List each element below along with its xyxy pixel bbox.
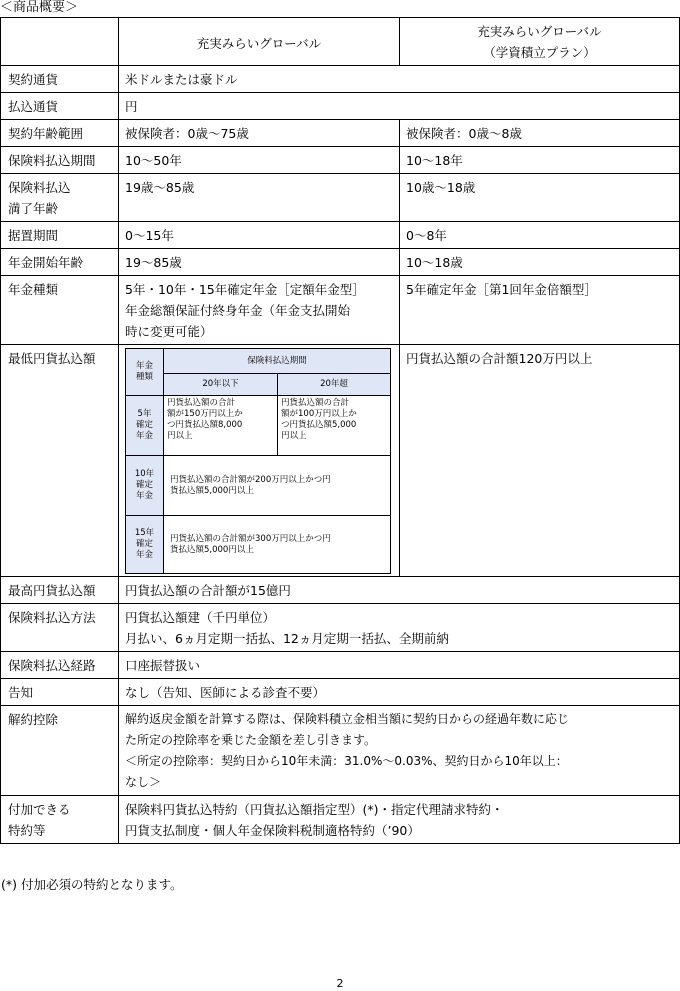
table-row xyxy=(1,577,680,604)
payment-end-age-label-1: 保険料払込 xyxy=(8,180,71,195)
row-label-max-payment: 最高円貨払込額 xyxy=(1,577,119,604)
r5-label-2: 確定 xyxy=(135,420,153,430)
riders-label-2: 特約等 xyxy=(8,823,46,838)
r10-text-2: 貨払込額5,000円以上 xyxy=(170,485,254,496)
payment-end-age-value-1: 19歳～85歳 xyxy=(119,174,400,222)
row-label-age-range: 契約年齢範囲 xyxy=(1,120,119,147)
col2-header xyxy=(400,18,680,66)
surrender-line-3: ＜所定の控除率：契約日から10年未満：31.0%～0.03%、契約日から10年以上： xyxy=(125,754,568,768)
header-empty-cell xyxy=(1,18,119,66)
r5-under-4: 円以上 xyxy=(167,431,193,441)
row-label-min-payment: 最低円貨払込額 xyxy=(1,345,119,577)
row-label-surrender-deduction: 解約控除 xyxy=(1,706,119,796)
table-row xyxy=(1,652,680,679)
annuity-type-value-2: 5年確定年金［第1回年金倍額型］ xyxy=(400,276,680,345)
annuity-type-line-2: 年金総額保証付終身年金（年金支払開始 xyxy=(125,303,351,318)
row-label-notification: 告知 xyxy=(1,679,119,706)
age-range-value-2: 被保険者：0歳～8歳 xyxy=(400,120,680,147)
r5-over-2: 額が100万円以上か xyxy=(281,409,357,419)
currency-value: 米ドルまたは豪ドル xyxy=(119,66,680,93)
row-label-payment-end-age xyxy=(1,174,119,222)
inner-row-5yr-label xyxy=(126,396,164,456)
deferment-value-1: 0～15年 xyxy=(119,222,400,249)
surrender-deduction-value xyxy=(119,706,680,796)
table-row xyxy=(1,222,680,249)
annuity-type-value-1 xyxy=(119,276,400,345)
payment-end-age-label-2: 満了年齢 xyxy=(8,201,59,216)
row-label-riders xyxy=(1,796,119,844)
inner-corner-header xyxy=(126,349,164,396)
r5-under-3: つ円貨払込額8,000 xyxy=(167,420,243,430)
table-row xyxy=(1,66,680,93)
page-number: 2 xyxy=(336,977,344,990)
payment-method-line-2: 月払い、6ヵ月定期一括払、12ヵ月定期一括払、全期前納 xyxy=(125,631,449,646)
table-row xyxy=(1,706,680,796)
table-row xyxy=(1,120,680,147)
r15-label-1: 15年 xyxy=(134,528,155,538)
row-label-currency: 契約通貨 xyxy=(1,66,119,93)
r5-over-3: つ円貨払込額5,000 xyxy=(281,420,357,430)
inner-5yr-over20 xyxy=(278,396,391,456)
riders-line-1: 保険料円貨払込特約（円貨払込額指定型）(*)・指定代理請求特約・ xyxy=(125,802,504,817)
r15-label-2: 確定 xyxy=(135,539,153,549)
r15-text-1: 円貨払込額の合計額が300万円以上かつ円 xyxy=(170,533,331,544)
row-label-annuity-type: 年金種類 xyxy=(1,276,119,345)
min-payment-value-2: 円貨払込額の合計額120万円以上 xyxy=(400,345,680,577)
inner-10yr-text xyxy=(164,456,391,516)
riders-label-1: 付加できる xyxy=(8,802,71,817)
riders-value xyxy=(119,796,680,844)
max-payment-value: 円貨払込額の合計額が15億円 xyxy=(119,577,680,604)
surrender-line-4: なし＞ xyxy=(125,775,162,789)
product-summary-table xyxy=(0,17,680,844)
payment-method-value xyxy=(119,604,680,652)
r5-over-4: 円以上 xyxy=(281,431,307,441)
r10-label-2: 確定 xyxy=(135,480,153,490)
inner-5yr-under20 xyxy=(164,396,278,456)
footnote: (*) 付加必須の特約となります。 xyxy=(1,877,183,892)
table-row xyxy=(1,93,680,120)
inner-corner-line-2: 種類 xyxy=(135,372,153,382)
r5-label-1: 5年 xyxy=(137,409,152,419)
table-row xyxy=(1,276,680,345)
annuity-type-line-3: 時に変更可能） xyxy=(125,324,213,339)
row-label-deferment: 据置期間 xyxy=(1,222,119,249)
riders-line-2: 円貨支払制度・個人年金保険料税制適格特約（’90） xyxy=(125,823,420,838)
inner-period-header: 保険料払込期間 xyxy=(164,349,391,374)
table-row xyxy=(1,147,680,174)
inner-over20-header: 20年超 xyxy=(278,374,391,396)
inner-row-15yr-label xyxy=(126,516,164,574)
annuity-start-age-value-1: 19～85歳 xyxy=(119,249,400,276)
inner-corner-line-1: 年金 xyxy=(135,361,153,371)
row-label-payment-route: 保険料払込経路 xyxy=(1,652,119,679)
table-row xyxy=(1,174,680,222)
notification-value: なし（告知、医師による診査不要） xyxy=(119,679,680,706)
annuity-type-line-1: 5年・10年・15年確定年金［定額年金型］ xyxy=(125,282,365,297)
table-row xyxy=(1,249,680,276)
table-row xyxy=(1,604,680,652)
col2-subtitle: （学資積立プラン） xyxy=(483,45,596,60)
row-label-payment-currency: 払込通貨 xyxy=(1,93,119,120)
table-row xyxy=(1,345,680,577)
r10-label-3: 年金 xyxy=(135,491,153,501)
payment-period-value-2: 10～18年 xyxy=(400,147,680,174)
inner-under20-header: 20年以下 xyxy=(164,374,278,396)
r15-label-3: 年金 xyxy=(135,550,153,560)
row-label-payment-method: 保険料払込方法 xyxy=(1,604,119,652)
r10-text-1: 円貨払込額の合計額が200万円以上かつ円 xyxy=(170,474,331,485)
col1-title: 充実みらいグローバル xyxy=(196,36,322,51)
r5-over-1: 円貨払込額の合計 xyxy=(281,398,350,408)
table-row xyxy=(1,679,680,706)
r15-text-2: 貨払込額5,000円以上 xyxy=(170,544,254,555)
section-heading: ＜商品概要＞ xyxy=(0,0,79,15)
payment-method-line-1: 円貨払込額建（千円単位） xyxy=(125,610,276,625)
surrender-line-2: た所定の控除率を乗じた金額を差し引きます。 xyxy=(125,733,377,747)
payment-currency-value: 円 xyxy=(119,93,680,120)
r10-label-1: 10年 xyxy=(134,469,155,479)
payment-end-age-value-2: 10歳～18歳 xyxy=(400,174,680,222)
annuity-start-age-value-2: 10～18歳 xyxy=(400,249,680,276)
surrender-line-1: 解約返戻金額を計算する際は、保険料積立金相当額に契約日からの経過年数に応じ xyxy=(125,712,570,726)
col1-header xyxy=(119,18,400,66)
payment-route-value: 口座振替扱い xyxy=(119,652,680,679)
table-header-row xyxy=(1,18,680,66)
col2-title: 充実みらいグローバル xyxy=(477,24,602,39)
age-range-value-1: 被保険者：0歳～75歳 xyxy=(119,120,400,147)
r5-under-2: 額が150万円以上か xyxy=(167,409,243,419)
row-label-annuity-start-age: 年金開始年齢 xyxy=(1,249,119,276)
min-payment-inner-table xyxy=(125,348,391,574)
inner-15yr-text xyxy=(164,516,391,574)
row-label-payment-period: 保険料払込期間 xyxy=(1,147,119,174)
table-row xyxy=(1,796,680,844)
min-payment-value-1 xyxy=(119,345,400,577)
payment-period-value-1: 10～50年 xyxy=(119,147,400,174)
r5-label-3: 年金 xyxy=(135,431,153,441)
r5-under-1: 円貨払込額の合計 xyxy=(167,398,236,408)
deferment-value-2: 0～8年 xyxy=(400,222,680,249)
inner-row-10yr-label xyxy=(126,456,164,516)
